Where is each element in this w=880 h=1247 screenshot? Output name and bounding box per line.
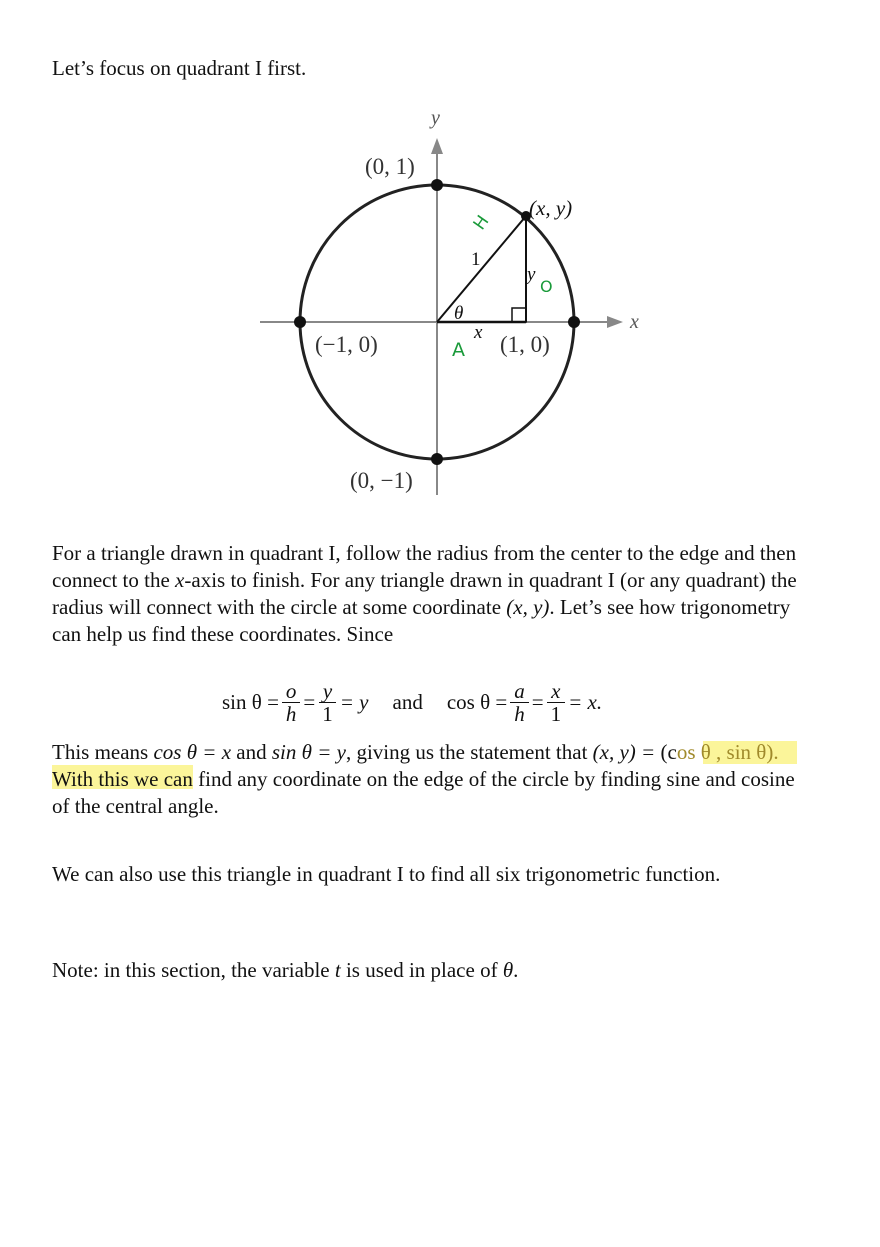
equals: = (531, 690, 544, 714)
p1-var-x: x (175, 568, 185, 592)
cos-rhs: = x. (568, 690, 603, 714)
fraction-a-h: $\frac{a}{h}$ (510, 680, 529, 725)
y-axis-label: y (431, 107, 440, 129)
sin-rhs: = y (339, 690, 369, 714)
unit-circle-figure (240, 100, 660, 500)
intro-text: Let’s focus on quadrant I first. (52, 56, 307, 80)
formula-and: and (392, 690, 423, 714)
x-axis-arrow (607, 316, 623, 328)
opposite-label: y (527, 264, 536, 285)
paragraph-radius (52, 540, 812, 648)
expr-xy: (x, y) = (592, 740, 656, 764)
annotation-h: H (469, 211, 494, 234)
y-axis-arrow (431, 138, 443, 154)
sin-lhs: sin θ = (222, 690, 279, 714)
label-right-point: (1, 0) (500, 332, 550, 357)
hypotenuse (437, 216, 526, 322)
label-bottom-point: (0, −1) (350, 468, 413, 493)
p1-text-3: . Let’s see how trigonometry can help us find these coordinates. Since (52, 595, 791, 646)
paragraph-statement: This means cos θ = x and sin θ = y, giving us the statement that (x, y) = (cos θ , sin θ). With this we can find any coordinate on the edge of the circle by finding sine and cosine of the central angle. (52, 740, 795, 818)
fraction-o-h: $\frac{o}{h}$ (282, 680, 301, 725)
point-bottom (431, 453, 443, 465)
label-circle-point: (x, y) (529, 196, 573, 220)
point-left (294, 316, 306, 328)
cos-lhs: cos θ = (446, 690, 508, 714)
x-axis-label: x (630, 311, 639, 333)
expr-cos-x: cos θ = x (153, 740, 232, 764)
expr-sin-y: sin θ = y (271, 740, 346, 764)
expr-cos-sin: os θ , sin θ). (676, 740, 779, 764)
p1-var-xy: (x, y) (506, 595, 550, 619)
point-right (568, 316, 580, 328)
fraction-y-1: $\frac{y}{1}$ (318, 680, 337, 725)
p1-text-1: For a triangle drawn in quadrant I, follow the radius from the center to the edge and then connect to the (52, 541, 797, 592)
point-top (431, 179, 443, 191)
paragraph-six-functions: We can also use this triangle in quadrant I to find all six trigonometric function. (52, 862, 721, 886)
angle-label: θ (454, 303, 464, 324)
label-left-point: (−1, 0) (315, 332, 378, 357)
right-angle-marker (512, 308, 526, 322)
fraction-x-1: $\frac{x}{1}$ (547, 680, 566, 725)
adjacent-label: x (474, 322, 483, 343)
note-var-t: t (334, 958, 341, 982)
annotation-o: O (540, 277, 553, 296)
annotation-a: A (452, 339, 465, 361)
note-var-theta: θ (502, 958, 514, 982)
trig-formula (222, 680, 602, 725)
p1-text-2: -axis to finish. For any triangle drawn in quadrant I (or any quadrant) the radius will connect with the circle at some coordinate (52, 568, 797, 619)
equals: = (303, 690, 316, 714)
hypotenuse-label: 1 (471, 249, 481, 270)
label-top-point: (0, 1) (365, 154, 415, 179)
note-text: Note: in this section, the variable t is used in place of θ. (52, 958, 519, 982)
